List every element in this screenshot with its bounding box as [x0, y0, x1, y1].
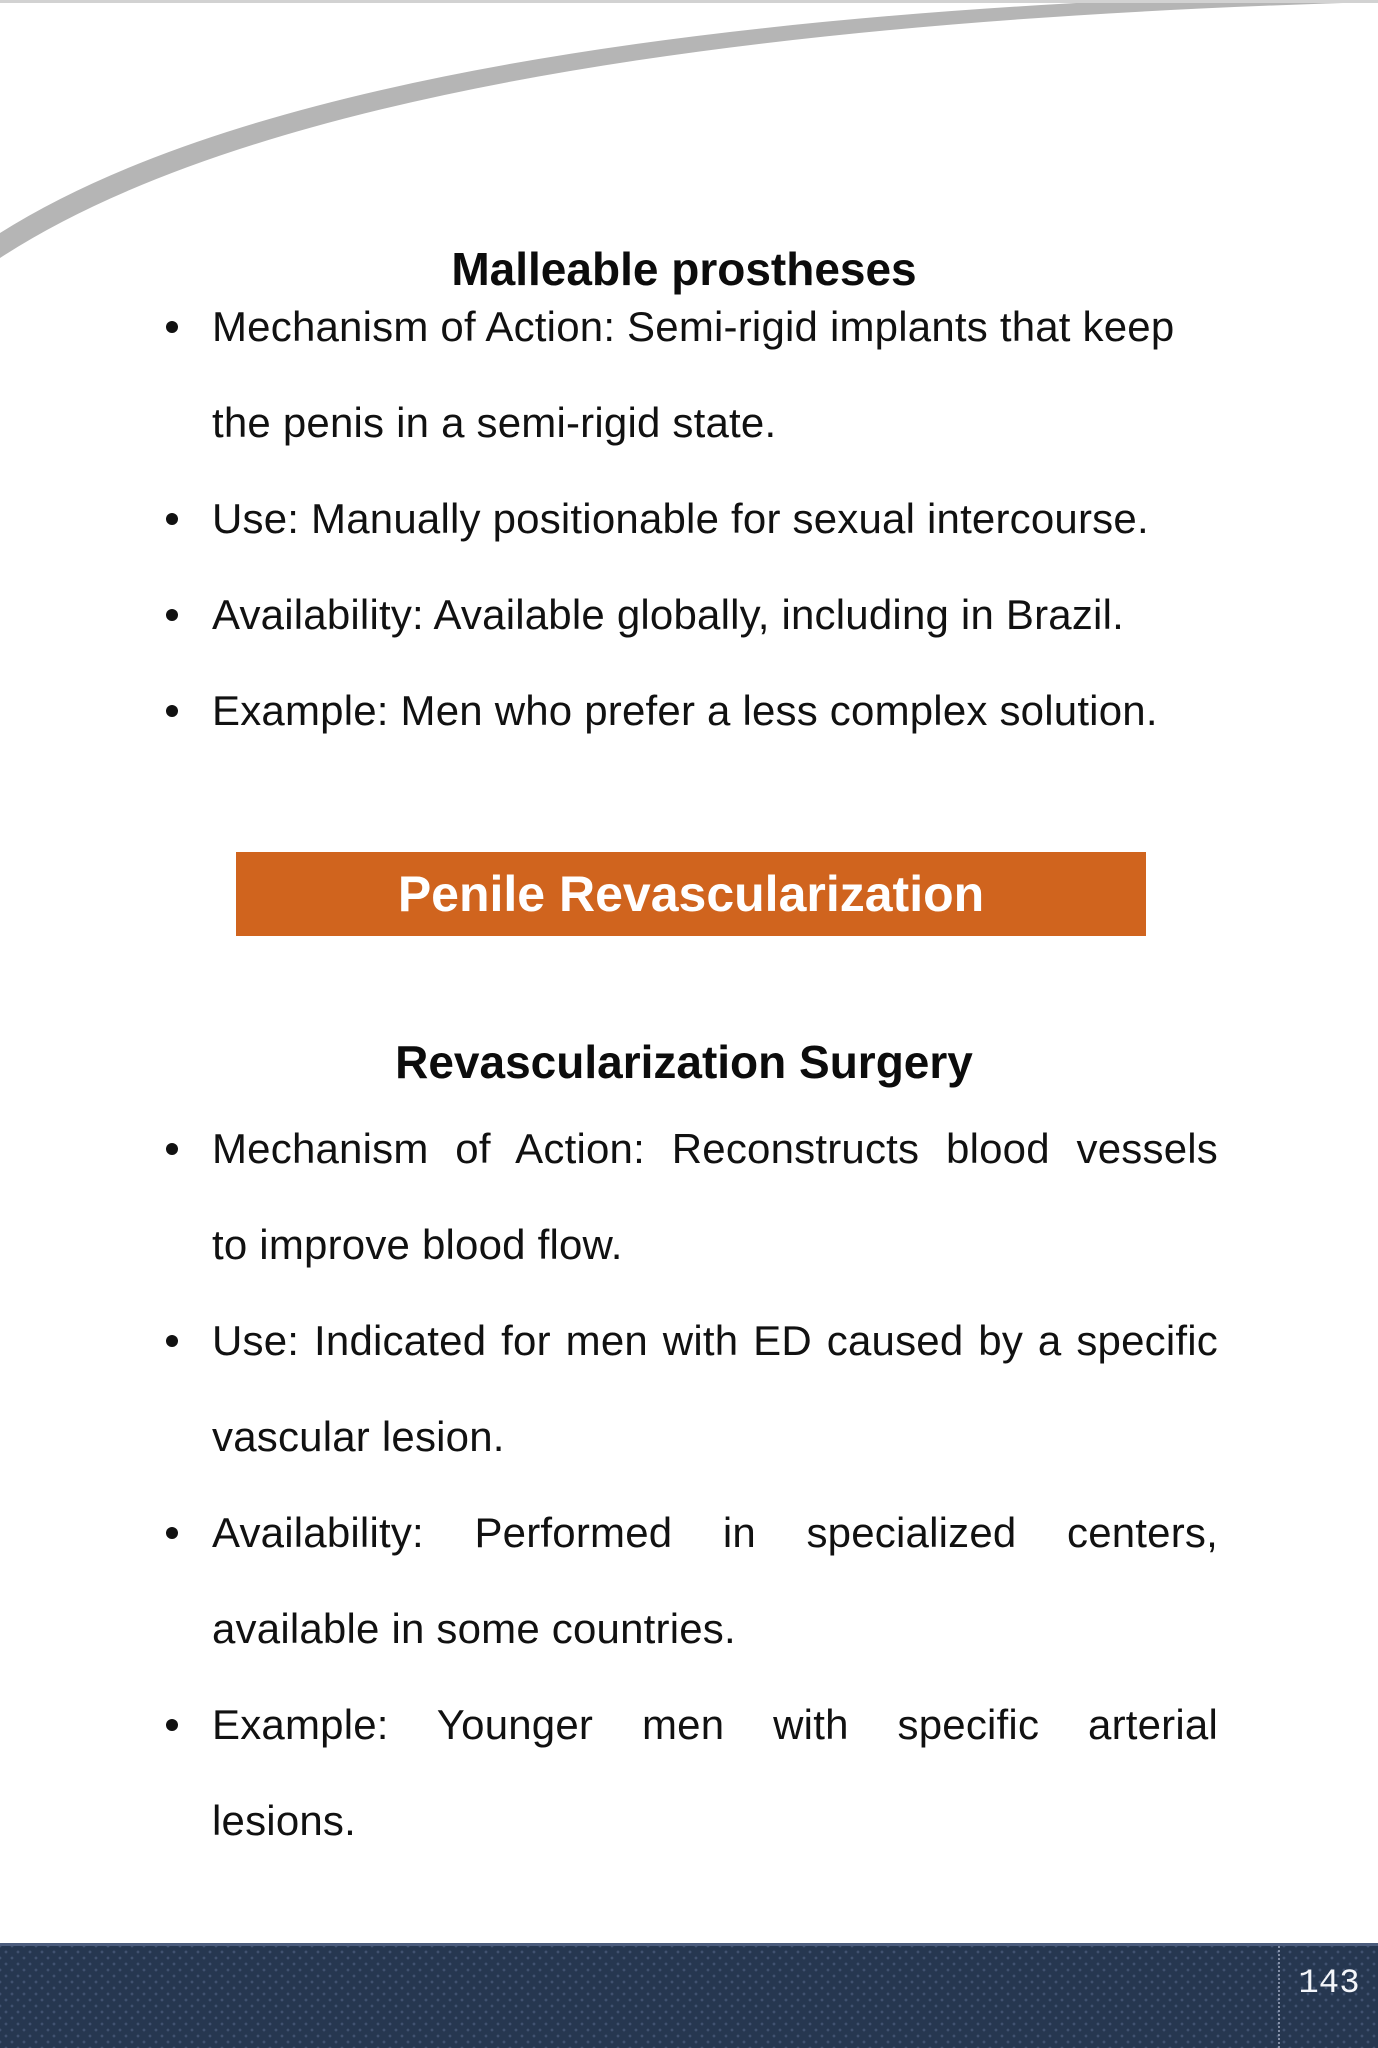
list-item [150, 567, 1218, 663]
bullet-line: Use: Manually positionable for sexual intercourse. [212, 495, 1149, 542]
bullet-icon [166, 1335, 178, 1347]
section-banner-label: Penile Revascularization [397, 866, 985, 922]
bullet-icon [166, 321, 178, 333]
section-banner [236, 852, 1146, 936]
bullet-icon [166, 1527, 178, 1539]
list-item [150, 1293, 1218, 1485]
section1-bullet-list [150, 279, 1218, 759]
list-item [150, 1677, 1218, 1869]
bullet-line: the penis in a semi-rigid state. [212, 399, 777, 446]
list-item [150, 1485, 1218, 1677]
list-item [150, 471, 1218, 567]
bullet-line: Mechanism of Action: Semi-rigid implants that keep [212, 303, 1175, 350]
bullet-line: Example: Men who prefer a less complex solution. [212, 687, 1158, 734]
section2-bullet-list [150, 1101, 1218, 1869]
swoosh-light-area [0, 0, 1378, 233]
page-number: 143 [1298, 1965, 1360, 2003]
list-item [150, 663, 1218, 759]
bullet-icon [166, 705, 178, 717]
bullet-line: Availability: Performed in specialized centers, [212, 1509, 1218, 1556]
bullet-line: Availability: Available globally, including in Brazil. [212, 591, 1124, 638]
bullet-line: available in some countries. [212, 1605, 736, 1652]
top-edge-line [0, 0, 1378, 3]
bullet-icon [166, 513, 178, 525]
bullet-line: Mechanism of Action: Reconstructs blood vessels [212, 1125, 1218, 1172]
bullet-line: Use: Indicated for men with ED caused by a specific [212, 1317, 1218, 1364]
swoosh-band-area [0, 0, 1378, 258]
bullet-line: lesions. [212, 1797, 357, 1844]
list-item [150, 1101, 1218, 1293]
bullet-line: to improve blood flow. [212, 1221, 623, 1268]
bullet-icon [166, 609, 178, 621]
section1-heading: Malleable prostheses [451, 243, 917, 295]
list-item [150, 279, 1218, 471]
page-footer [0, 1943, 1378, 2048]
bullet-line: Example: Younger men with specific arterial [212, 1701, 1218, 1748]
bullet-line: vascular lesion. [212, 1413, 505, 1460]
bullet-icon [166, 1719, 178, 1731]
section2-heading: Revascularization Surgery [395, 1036, 973, 1088]
bullet-icon [166, 1143, 178, 1155]
